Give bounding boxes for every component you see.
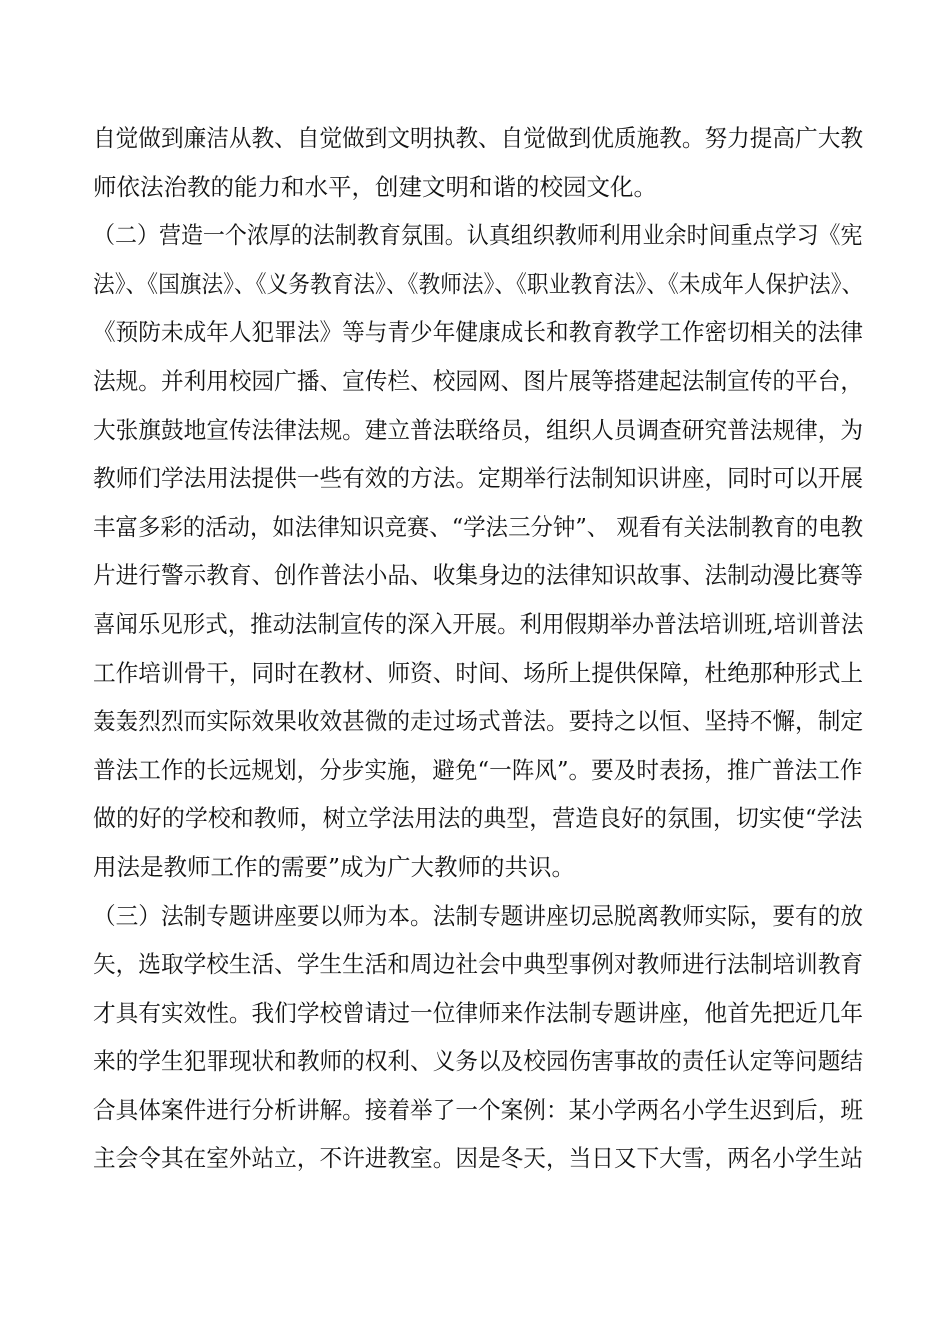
line-text: 自觉做到廉洁从教、自觉做到文明执教、自觉做到优质施教。努力提高广大教 bbox=[93, 124, 863, 152]
text-line bbox=[93, 794, 863, 843]
line-text: 主会令其在室外站立，不许进教室。因是冬天，当日又下大雪，两名小学生站 bbox=[93, 1144, 863, 1173]
line-text: 矢，选取学校生活、学生生活和周边社会中典型事例对教师进行法制培训教育 bbox=[93, 950, 863, 979]
line-text: 法》、《国旗法》、《义务教育法》、《教师法》、《职业教育法》、《未成年人保护法》、 bbox=[93, 269, 864, 298]
document-body bbox=[93, 114, 863, 1183]
line-text: 工作培训骨干，同时在教材、师资、时间、场所上提供保障，杜绝那种形式上 bbox=[93, 658, 863, 687]
text-line bbox=[93, 989, 863, 1038]
text-line bbox=[93, 746, 863, 795]
line-text: 法规。并利用校园广播、宣传栏、校园网、图片展等搭建起法制宣传的平台， bbox=[93, 366, 863, 395]
text-line bbox=[93, 308, 863, 357]
text-line bbox=[93, 1134, 863, 1183]
text-line bbox=[93, 600, 863, 649]
text-line bbox=[93, 454, 863, 503]
line-text: （三）法制专题讲座要以师为本。法制专题讲座切忌脱离教师实际，要有的放 bbox=[93, 901, 863, 930]
text-line bbox=[93, 406, 863, 455]
text-line bbox=[93, 357, 863, 406]
line-text: 轰轰烈烈而实际效果收效甚微的走过场式普法。要持之以恒、坚持不懈，制定 bbox=[93, 707, 863, 736]
text-line bbox=[93, 1086, 863, 1135]
line-text: 用法是教师工作的需要”成为广大教师的共识。 bbox=[93, 852, 576, 881]
line-text: 师依法治教的能力和水平，创建文明和谐的校园文化。 bbox=[93, 172, 657, 201]
line-text: 来的学生犯罪现状和教师的权利、义务以及校园伤害事故的责任认定等问题结 bbox=[93, 1047, 863, 1076]
line-text: （二）营造一个浓厚的法制教育氛围。认真组织教师利用业余时间重点学习《宪 bbox=[93, 221, 863, 250]
text-line bbox=[93, 503, 863, 552]
line-text: 《预防未成年人犯罪法》等与青少年健康成长和教育教学工作密切相关的法律 bbox=[93, 318, 863, 347]
text-line bbox=[93, 940, 863, 989]
text-line bbox=[93, 260, 863, 309]
text-line bbox=[93, 843, 863, 892]
text-line bbox=[93, 551, 863, 600]
line-text: 才具有实效性。我们学校曾请过一位律师来作法制专题讲座，他首先把近几年 bbox=[93, 998, 863, 1027]
text-line bbox=[93, 697, 863, 746]
line-text: 普法工作的长远规划，分步实施，避免“一阵风”。要及时表扬，推广普法工作 bbox=[93, 755, 863, 784]
text-line bbox=[93, 649, 863, 698]
line-text: 丰富多彩的活动，如法律知识竞赛、“学法三分钟”、 观看有关法制教育的电教 bbox=[93, 512, 863, 541]
line-text: 片进行警示教育、创作普法小品、收集身边的法律知识故事、法制动漫比赛等 bbox=[93, 561, 863, 590]
line-text: 合具体案件进行分析讲解。接着举了一个案例：某小学两名小学生迟到后，班 bbox=[93, 1095, 863, 1124]
line-text: 大张旗鼓地宣传法律法规。建立普法联络员，组织人员调查研究普法规律，为 bbox=[93, 415, 863, 444]
line-text: 做的好的学校和教师，树立学法用法的典型，营造良好的氛围，切实使“学法 bbox=[93, 804, 863, 833]
text-line bbox=[93, 114, 863, 163]
text-line bbox=[93, 211, 863, 260]
line-text: 喜闻乐见形式，推动法制宣传的深入开展。利用假期举办普法培训班,培训普法 bbox=[93, 609, 864, 638]
text-line bbox=[93, 163, 863, 212]
line-text: 教师们学法用法提供一些有效的方法。定期举行法制知识讲座，同时可以开展 bbox=[93, 464, 863, 493]
text-line bbox=[93, 1037, 863, 1086]
text-line bbox=[93, 892, 863, 941]
